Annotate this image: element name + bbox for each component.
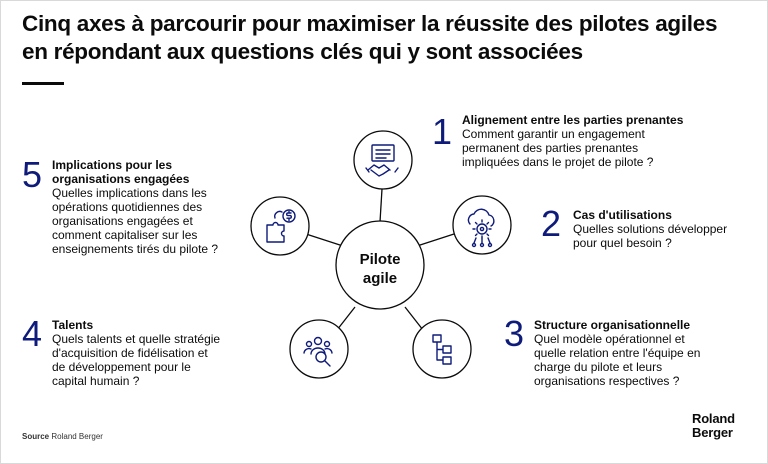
axis-3-text xyxy=(534,318,700,388)
axis-4-line: d'acquisition de fidélisation et xyxy=(52,346,208,360)
hub-label-line1: Pilote xyxy=(359,251,401,268)
axis-3-line: organisations respectives ? xyxy=(534,374,680,388)
axis-3-number: 3 xyxy=(504,313,525,354)
page-title: Cinq axes à parcourir pour maximiser la réussite des pilotes agiles en répondant aux questions clés qui y sont associées xyxy=(22,11,718,64)
spoke-1 xyxy=(380,189,382,222)
logo-line1: Roland xyxy=(692,411,735,426)
hub-label-line2: agile xyxy=(362,270,398,287)
talent-search-icon xyxy=(290,320,348,378)
axis-5-line: enseignements tirés du pilote ? xyxy=(52,242,219,256)
axis-5-line: organisations engagées et xyxy=(52,214,193,228)
axis-1-heading: Alignement entre les parties prenantes xyxy=(462,113,684,127)
axis-5-line: comment capitaliser sur les xyxy=(52,228,198,242)
axis-5-heading: organisations engagées xyxy=(52,172,190,186)
axis-5-heading: Implications pour les xyxy=(52,158,173,172)
axis-4-heading: Talents xyxy=(52,318,94,332)
axis-5-line: Quelles implications dans les xyxy=(52,186,207,200)
axis-2-line: pour quel besoin ? xyxy=(573,236,672,250)
axis-3-line: Quel modèle opérationnel et xyxy=(534,332,685,346)
source-note xyxy=(22,432,103,441)
axis-2-text xyxy=(573,208,727,250)
axis-2-heading: Cas d'utilisations xyxy=(573,208,672,222)
axis-5-number: 5 xyxy=(22,154,43,195)
axis-4-line: capital humain ? xyxy=(52,374,140,388)
source-label: Source xyxy=(22,432,50,441)
handshake-contract-icon xyxy=(354,131,412,189)
axis-3-line: charge du pilote et leurs xyxy=(534,360,663,374)
axis-1-line: permanent des parties prenantes xyxy=(462,141,639,155)
axis-4-line: de développement pour le xyxy=(52,360,191,374)
axis-5-text xyxy=(52,158,218,256)
org-chart-icon xyxy=(413,320,471,378)
spoke-3 xyxy=(405,307,423,330)
logo-line2: Berger xyxy=(692,425,733,440)
axis-4-text xyxy=(52,318,220,388)
axis-4-line: Quels talents et quelle stratégie xyxy=(52,332,221,346)
axis-3-line: quelle relation entre l'équipe en xyxy=(534,346,701,360)
axis-2-number: 2 xyxy=(541,203,562,244)
spoke-2 xyxy=(417,234,454,246)
puzzle-money-icon xyxy=(251,197,309,255)
cloud-gear-icon xyxy=(453,196,511,254)
spoke-5 xyxy=(306,234,343,246)
axis-1-line: Comment garantir un engagement xyxy=(462,127,645,141)
company-logo xyxy=(692,412,735,440)
axis-1-text xyxy=(462,113,683,169)
axis-4-number: 4 xyxy=(22,313,43,354)
spoke-4 xyxy=(337,307,355,330)
source-value: Roland Berger xyxy=(51,432,103,441)
axis-1-line: impliquées dans le projet de pilote ? xyxy=(462,155,654,169)
axis-5-line: opérations quotidiennes des xyxy=(52,200,203,214)
axis-2-line: Quelles solutions développer xyxy=(573,222,728,236)
hub-label xyxy=(338,250,422,288)
axis-3-heading: Structure organisationnelle xyxy=(534,318,691,332)
axis-1-number: 1 xyxy=(432,111,453,152)
